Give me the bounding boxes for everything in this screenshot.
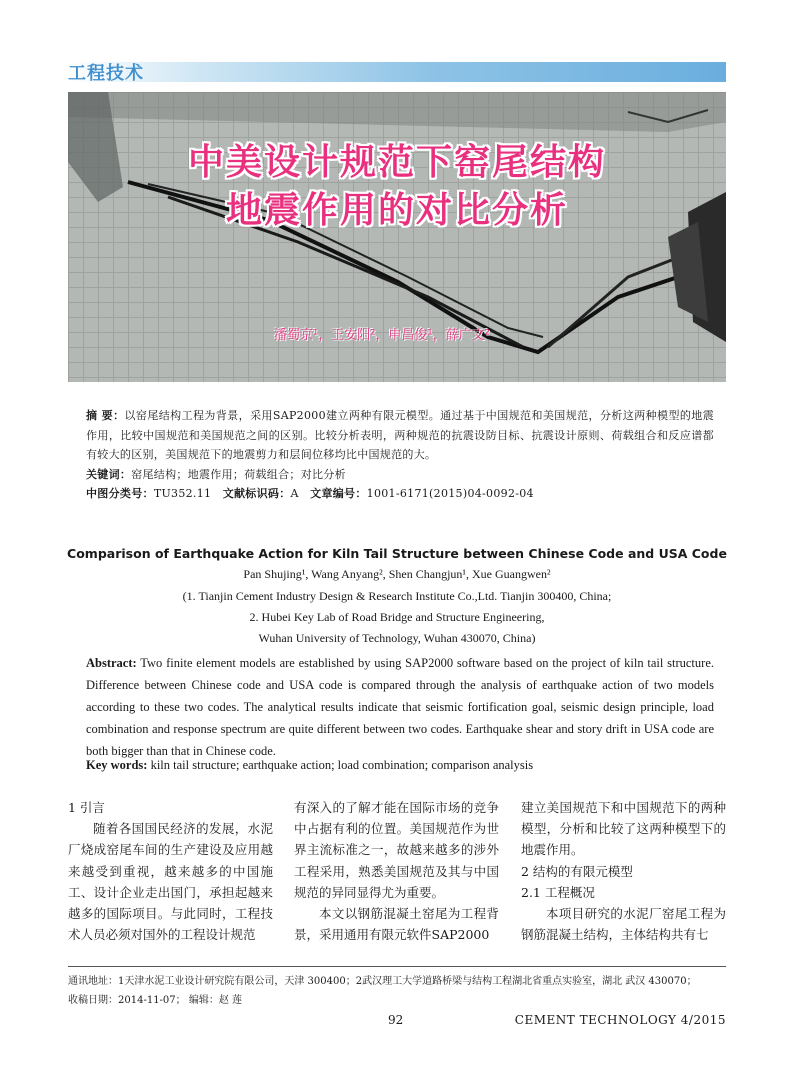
- paragraph: 本项目研究的水泥厂窑尾工程为钢筋混凝土结构，主体结构共有七: [521, 906, 726, 943]
- keywords-cn: [86, 465, 714, 485]
- heading-section-2-1: 2.1 工程概况: [521, 884, 595, 900]
- paragraph: 有深入的了解才能在国际市场的竞争中占据有利的位置。美国规范作为世界主流标准之一，故越来越多的涉外工程采用，熟悉美国规范及其与中国规范的异同显得尤为重要。: [294, 800, 499, 900]
- title-line-2: 地震作用的对比分析: [225, 190, 568, 231]
- header-bar: [68, 62, 726, 82]
- body-column-2: [294, 797, 499, 945]
- english-keywords: [86, 758, 533, 773]
- english-affiliation-3: Wuhan University of Technology, Wuhan 430070, China): [258, 631, 536, 645]
- abstract-cn-body: [86, 406, 714, 465]
- section-label: 工程技术: [68, 63, 144, 84]
- abstract-label: 摘 要：: [86, 409, 125, 422]
- english-keywords-text: kiln tail structure; earthquake action; load combination; comparison analysis: [147, 758, 534, 772]
- paragraph: 建立美国规范下和中国规范下的两种模型，分析和比较了这两种模型下的地震作用。: [521, 800, 726, 858]
- title-line-1: 中美设计规范下窑尾结构: [187, 142, 606, 183]
- keywords-label: 关键词：: [86, 467, 132, 481]
- journal-name: CEMENT TECHNOLOGY 4/2015: [514, 1013, 726, 1027]
- article-label: 文章编号：: [310, 487, 367, 500]
- authors-cn: 潘蜀京¹，王安阳²，申昌俊¹，薛广文²: [274, 328, 490, 343]
- body-column-1: [68, 797, 273, 945]
- paragraph: 随着各国国民经济的发展，水泥厂烧成窑尾车间的生产建设及应用越来越受到重视，越来越多的中国施工、设计企业走出国门，承担起越来越多的国际项目。与此同时，工程技术人员必须对国外的工程设计规范: [68, 821, 273, 943]
- heading-introduction: 1 引言: [68, 800, 105, 815]
- article-no: 1001-6171(2015)04-0092-04: [366, 487, 534, 500]
- english-authors: Pan Shujing¹, Wang Anyang², Shen Changjun¹, Xue Guangwen²: [243, 567, 551, 581]
- keywords-text: 窑尾结构；地震作用；荷载组合；对比分析: [131, 467, 346, 481]
- english-affiliation-1: (1. Tianjin Cement Industry Design & Research Institute Co.,Ltd. Tianjin 300400, China;: [182, 589, 612, 603]
- doc-label: 文献标识码：: [222, 487, 291, 500]
- footnote-received: 收稿日期：2014-11-07； 编辑：赵 莲: [68, 995, 243, 1006]
- abstract-cn: [86, 406, 714, 504]
- english-abstract: [86, 652, 714, 762]
- page-number: 92: [388, 1013, 404, 1027]
- english-keywords-label: Key words:: [86, 758, 148, 772]
- abstract-text: 以窑尾结构工程为背景，采用SAP2000建立两种有限元模型。通过基于中国规范和美国规范，分析这两种模型的地震作用，比较中国规范和美国规范之间的区别。比较分析表明，两种规范的抗震设防目标、抗震设计原则、荷载组合和反应谱都有较大的区别，美国规范下的地震剪力和层间位移均比中国规范的大。: [86, 409, 714, 461]
- title-banner: [68, 92, 726, 382]
- classification-line: [86, 484, 714, 504]
- paragraph: 本文以钢筋混凝土窑尾为工程背景，采用通用有限元软件SAP2000: [294, 906, 499, 943]
- footnote-address: 通讯地址：1天津水泥工业设计研究院有限公司，天津 300400；2武汉理工大学道路桥梁与结构工程湖北省重点实验室，湖北 武汉 430070；: [68, 976, 697, 987]
- body-column-3: [521, 797, 726, 945]
- class-label: 中图分类号：: [86, 487, 154, 500]
- english-affiliation-2: 2. Hubei Key Lab of Road Bridge and Structure Engineering,: [249, 610, 545, 624]
- english-abstract-label: Abstract:: [86, 656, 137, 670]
- english-abstract-text: Two finite element models are established by using SAP2000 software based on the project of kiln tail structure. Difference between Chinese code and USA code is compared through the analysis of earthquake action of two models according to these two codes. The analytical results indicate that seismic fortification goal, seismic design principle, load combination and response spectrum are quite different between two codes. Earthquake shear and story drift in USA code are both bigger than that in Chinese code.: [86, 656, 714, 758]
- footnote-divider: [68, 966, 726, 967]
- class-no: TU352.11: [153, 487, 212, 500]
- heading-section-2: 2 结构的有限元模型: [521, 863, 633, 879]
- english-title: Comparison of Earthquake Action for Kiln Tail Structure between Chinese Code and USA Code: [67, 546, 727, 561]
- doc-code: A: [290, 487, 299, 500]
